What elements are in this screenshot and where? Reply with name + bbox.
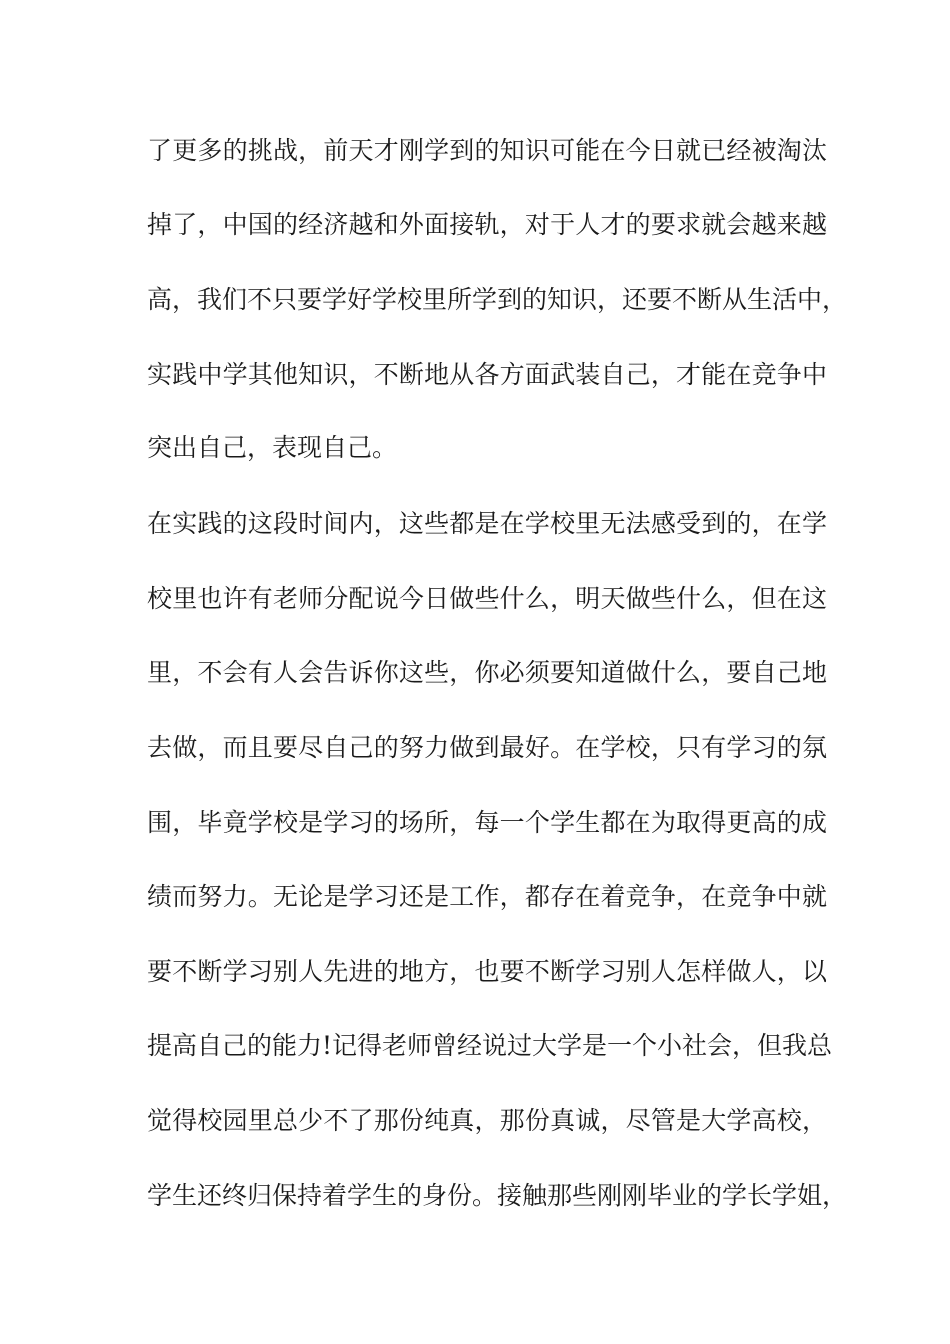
- text-line: 在实践的这段时间内，这些都是在学校里无法感受到的，在学: [147, 509, 827, 538]
- text-line: 高，我们不只要学好学校里所学到的知识，还要不断从生活中，: [147, 285, 848, 314]
- text-line: 校里也许有老师分配说今日做些什么，明天做些什么，但在这: [147, 584, 827, 613]
- text-line: 去做，而且要尽自己的努力做到最好。在学校，只有学习的氛: [147, 733, 827, 762]
- text-line: 觉得校园里总少不了那份纯真，那份真诚，尽管是大学高校，: [147, 1106, 827, 1135]
- text-line: 要不断学习别人先进的地方，也要不断学习别人怎样做人，以: [147, 957, 827, 986]
- text-line: 提高自己的能力!记得老师曾经说过大学是一个小社会，但我总: [147, 1031, 833, 1060]
- text-line: 里，不会有人会告诉你这些，你必须要知道做什么，要自己地: [147, 658, 827, 687]
- text-line: 掉了，中国的经济越和外面接轨，对于人才的要求就会越来越: [147, 210, 827, 239]
- text-line: 实践中学其他知识，不断地从各方面武装自己，才能在竞争中: [147, 360, 827, 389]
- text-line: 绩而努力。无论是学习还是工作，都存在着竞争，在竞争中就: [147, 882, 827, 911]
- text-line: 学生还终归保持着学生的身份。接触那些刚刚毕业的学长学姐，: [147, 1181, 848, 1210]
- text-line: 了更多的挑战，前天才刚学到的知识可能在今日就已经被淘汰: [147, 136, 827, 165]
- text-line: 围，毕竟学校是学习的场所，每一个学生都在为取得更高的成: [147, 808, 827, 837]
- text-line: 突出自己，表现自己。: [147, 433, 398, 462]
